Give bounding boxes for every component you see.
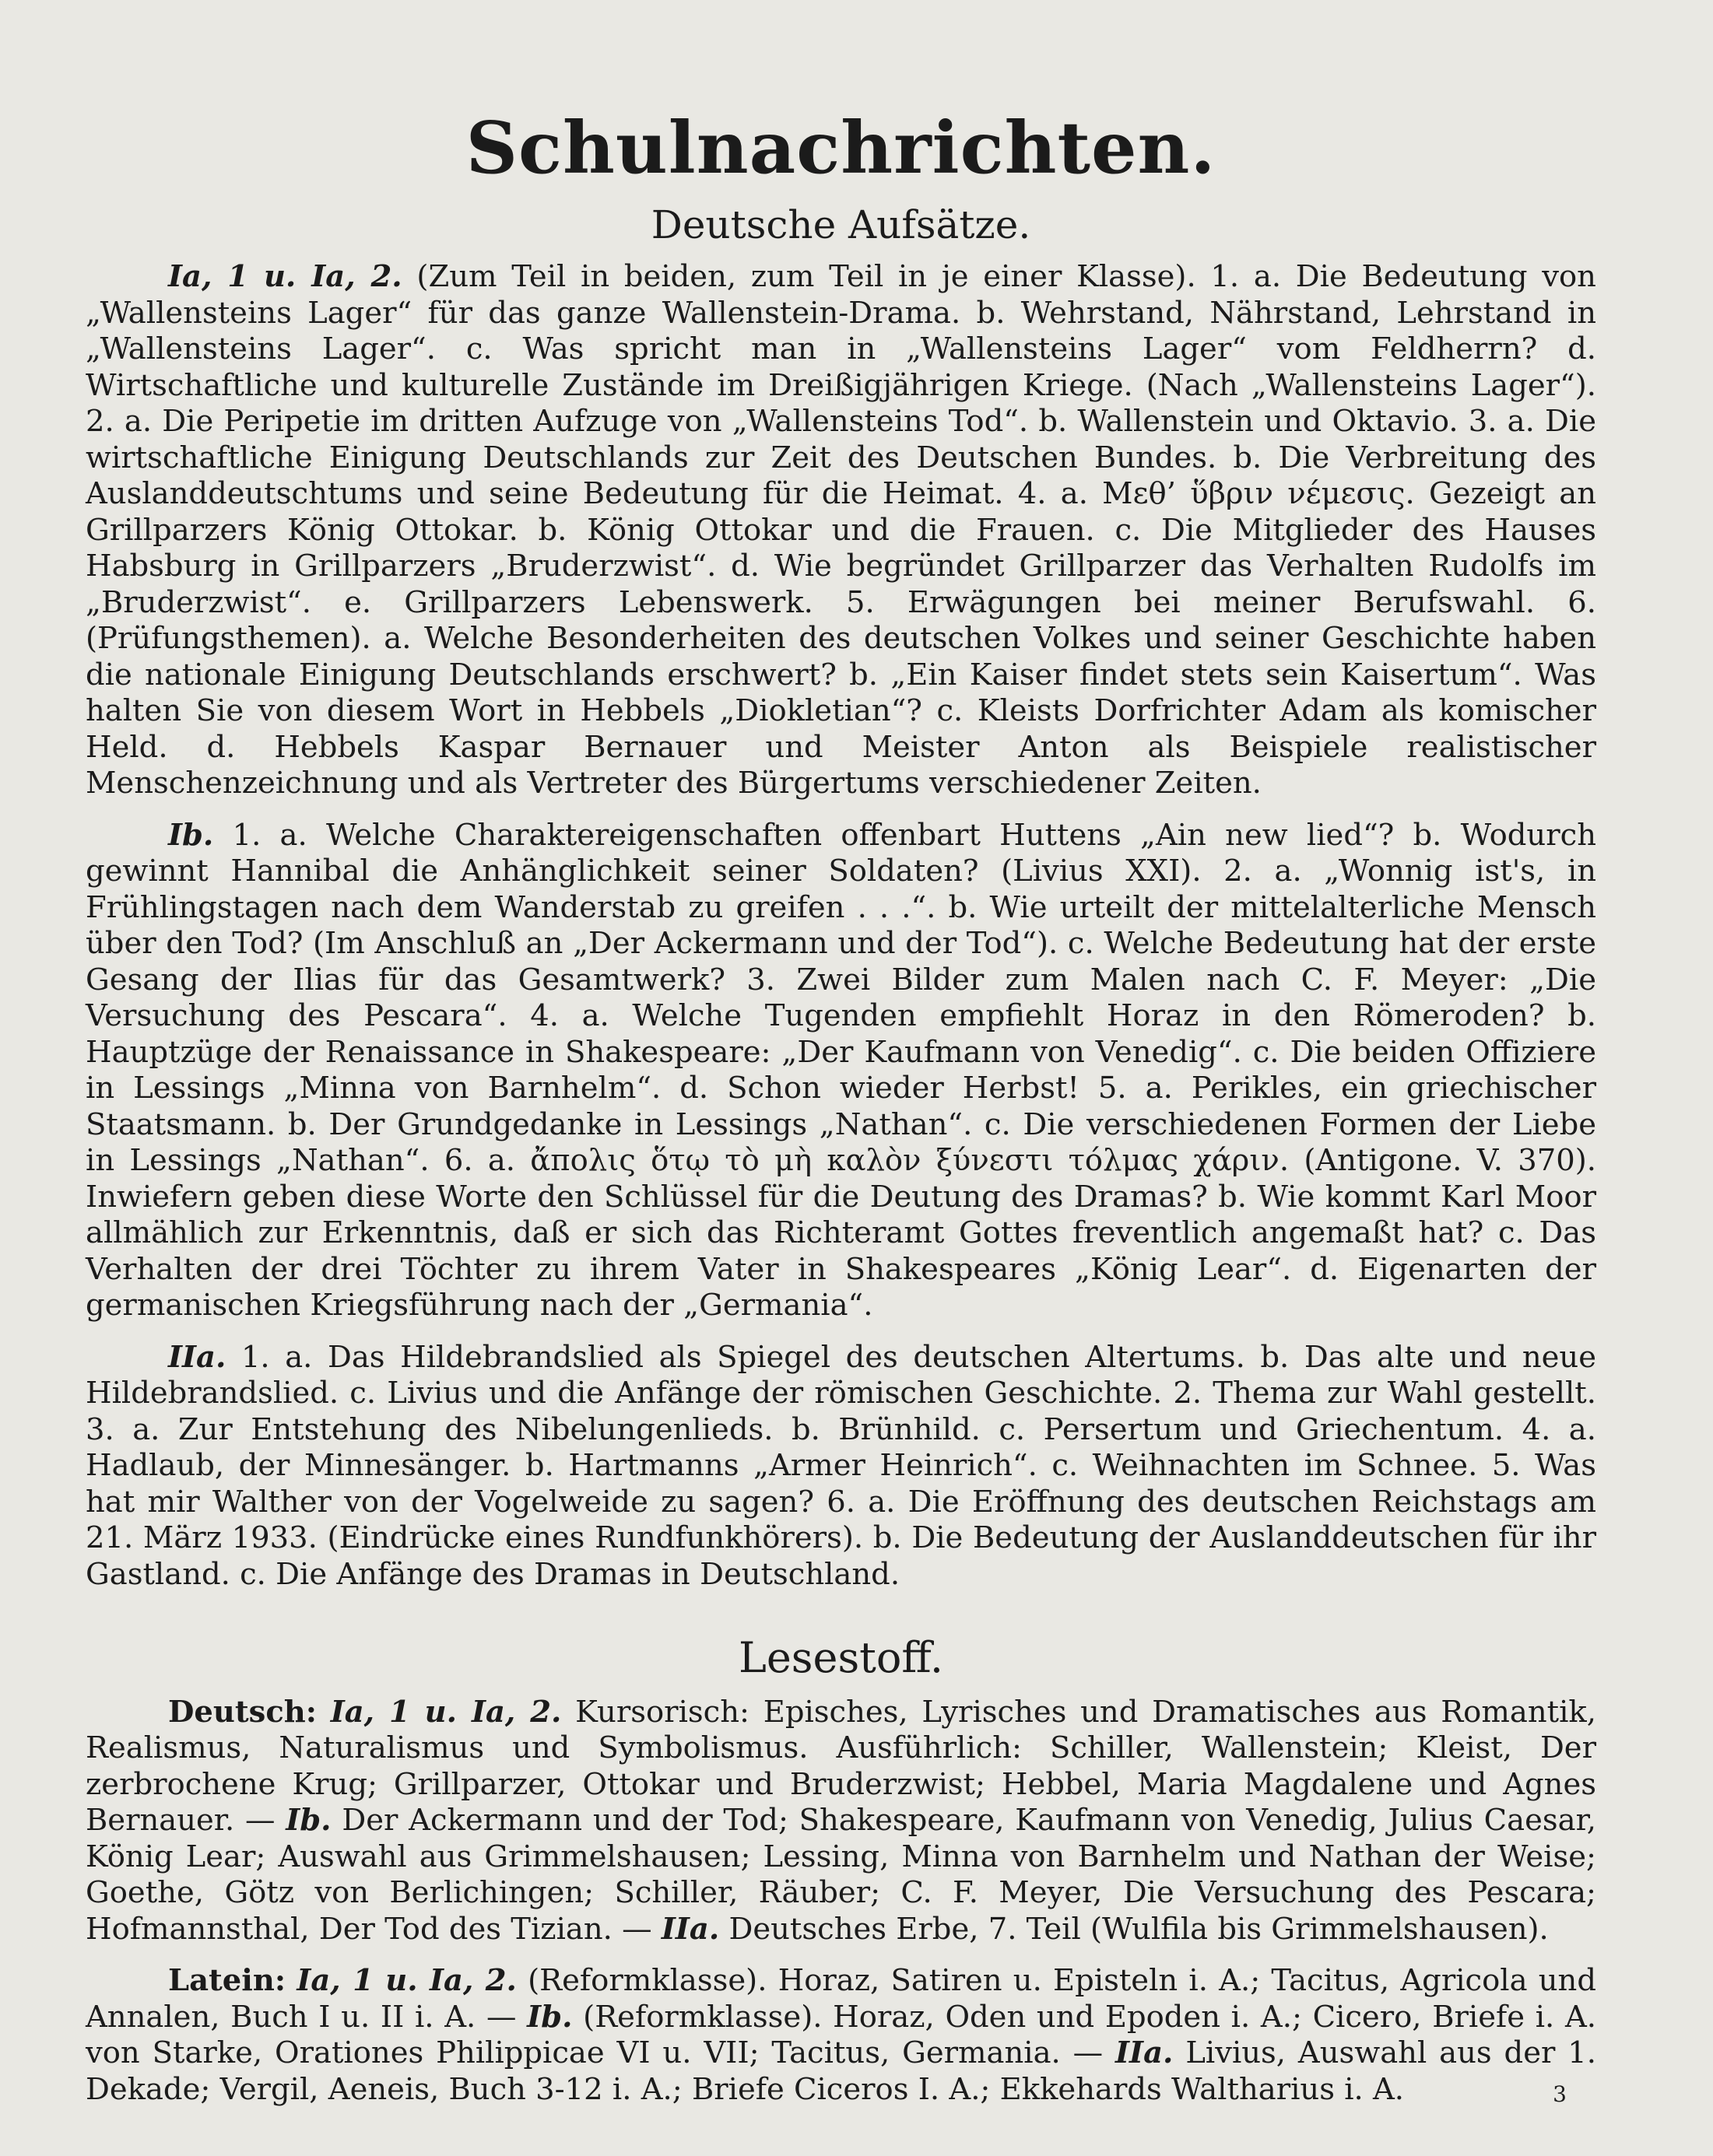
class-label: Ia, 1 u. Ia, 2. bbox=[168, 259, 402, 295]
class-label: Ib. bbox=[286, 1803, 332, 1839]
essay-paragraph-ib bbox=[86, 818, 1596, 1324]
essay-paragraph-iia bbox=[86, 1340, 1596, 1593]
class-label: IIa. bbox=[168, 1339, 226, 1375]
class-label: Ib. bbox=[527, 1999, 573, 2035]
essay-topics: 1. a. Das Hildebrandslied als Spiegel des deutschen Altertums. b. Das alte und neue Hildebrandslied. c. Livius und die Anfänge der römischen Geschichte. 2. Thema zur Wahl gestellt. 3. a. Zur Entstehung des Nibelungenlieds. b. Brünhild. c. Persertum und Griechentum. 4. a. Hadlaub, der Minnesänger. b. Hartmanns „Armer Heinrich“. c. Weihnachten im Schnee. 5. Was hat mir Walther von der Vogelweide zu sagen? 6. a. Die Eröffnung des deutschen Reichstags am 21. März 1933. (Eindrücke eines Rundfunkhörers). b. Die Bedeutung der Auslanddeutschen für ihr Gastland. c. Die Anfänge des Dramas in Deutschland. bbox=[86, 1339, 1596, 1592]
class-label: Ib. bbox=[168, 817, 214, 853]
reading-latin bbox=[86, 1963, 1596, 2108]
reading-german bbox=[86, 1695, 1596, 1948]
reading-list: Der Ackermann und der Tod; Shakespeare, Kaufmann von Venedig, Julius Caesar, König Lear; Auswahl aus Grimmelshausen; Lessing, Minna von Barnhelm und Nathan der Weise; Goethe, Götz von Berlichingen; Schiller, Räuber; C. F. Meyer, Die Versuchung des Pescara; Hofmannsthal, Der Tod des Tizian. — bbox=[86, 1803, 1596, 1947]
reading-list: (Reformklasse). Horaz, Satiren u. Episteln i. A.; Tacitus, Agricola und Annalen, Buch I u. II i. A. — bbox=[86, 1963, 1596, 2035]
reading-list: (Reformklasse). Horaz, Oden und Epoden i. A.; Cicero, Briefe i. A. von Starke, Orationes Philippicae VI u. VII; Tacitus, Germania. — bbox=[86, 1999, 1596, 2071]
class-label: Ia, 1 u. Ia, 2. bbox=[297, 1963, 517, 1999]
essay-paragraph-ia bbox=[86, 259, 1596, 802]
essay-topics: 1. a. Welche Charaktereigenschaften offenbart Huttens „Ain new lied“? b. Wodurch gewinnt Hannibal die Anhänglichkeit seiner Soldaten? (Livius XXI). 2. a. „Wonnig ist's, in Frühlingstagen nach dem Wanderstab zu greifen . . .“. b. Wie urteilt der mittelalterliche Mensch über den Tod? (Im Anschluß an „Der Ackermann und der Tod“). c. Welche Bedeutung hat der erste Gesang der Ilias für das Gesamtwerk? 3. Zwei Bilder zum Malen nach C. F. Meyer: „Die Versuchung des Pescara“. 4. a. Welche Tugenden empfiehlt Horaz in den Römeroden? b. Hauptzüge der Renaissance in Shakespeare: „Der Kaufmann von Venedig“. c. Die beiden Offiziere in Lessings „Minna von Barnhelm“. d. Schon wieder Herbst! 5. a. Perikles, ein griechischer Staatsmann. b. Der Grundgedanke in Lessings „Nathan“. c. Die verschiedenen Formen der Liebe in Lessings „Nathan“. 6. a. ἄπολις ὅτῳ τὸ μὴ καλὸν ξύνεστι τόλμας χάριν. (Antigone. V. 370). Inwiefern geben diese Worte den Schlüssel für die Deutung des Dramas? b. Wie kommt Karl Moor allmählich zur Erkenntnis, daß er sich das Richteramt Gottes freventlich angemaßt hat? c. Das Verhalten der drei Töchter zu ihrem Vater in Shakespeares „König Lear“. d. Eigenarten der germanischen Kriegsführung nach der „Germania“. bbox=[86, 817, 1596, 1323]
class-label: IIa. bbox=[1115, 2035, 1174, 2071]
reading-list: Kursorisch: Episches, Lyrisches und Dramatisches aus Romantik, Realismus, Naturalismus und Symbolismus. Ausführlich: Schiller, Wallenstein; Kleist, Der zerbrochene Krug; Grillparzer, Ottokar und Bruderzwist; Hebbel, Maria Magdalene und Agnes Bernauer. — bbox=[86, 1694, 1596, 1839]
reading-list: Livius, Auswahl aus der 1. Dekade; Vergil, Aeneis, Buch 3-12 i. A.; Briefe Ciceros I. A.; Ekkehards Waltharius i. A. bbox=[86, 2035, 1596, 2107]
essay-topics: (Zum Teil in beiden, zum Teil in je einer Klasse). 1. a. Die Bedeutung von „Wallensteins Lager“ für das ganze Wallenstein-Drama. b. Wehrstand, Nährstand, Lehrstand in „Wallensteins Lager“. c. Was spricht man in „Wallensteins Lager“ vom Feldherrn? d. Wirtschaftliche und kulturelle Zustände im Dreißigjährigen Kriege. (Nach „Wallensteins Lager“). 2. a. Die Peripetie im dritten Aufzuge von „Wallensteins Tod“. b. Wallenstein und Oktavio. 3. a. Die wirtschaftliche Einigung Deutschlands zur Zeit des Deutschen Bundes. b. Die Verbreitung des Auslanddeutschtums und seine Bedeutung für die Heimat. 4. a. Μεθ’ ὕβριν νέμεσις. Gezeigt an Grillparzers König Ottokar. b. König Ottokar und die Frauen. c. Die Mitglieder des Hauses Habsburg in Grillparzers „Bruderzwist“. d. Wie begründet Grillparzer das Verhalten Rudolfs im „Bruderzwist“. e. Grillparzers Lebenswerk. 5. Erwägungen bei meiner Berufswahl. 6. (Prüfungsthemen). a. Welche Besonderheiten des deutschen Volkes und seiner Geschichte haben die nationale Einigung Deutschlands erschwert? b. „Ein Kaiser findet stets sein Kaisertum“. Was halten Sie von diesem Wort in Hebbels „Diokletian“? c. Kleists Dorfrichter Adam als komischer Held. d. Hebbels Kaspar Bernauer und Meister Anton als Beispiele realistischer Menschenzeichnung und als Vertreter des Bürgertums verschiedener Zeiten. bbox=[86, 259, 1596, 801]
class-label: Ia, 1 u. Ia, 2. bbox=[330, 1694, 562, 1730]
subject-label: Latein: bbox=[168, 1963, 286, 1999]
essays-heading: Deutsche Aufsätze. bbox=[651, 202, 1031, 248]
reading-list: Deutsches Erbe, 7. Teil (Wulfila bis Grimmelshausen). bbox=[728, 1911, 1549, 1947]
subject-label: Deutsch: bbox=[168, 1694, 317, 1730]
page-number: 3 bbox=[1553, 2081, 1567, 2107]
page-title: Schulnachrichten. bbox=[465, 106, 1216, 190]
reading-heading: Lesestoff. bbox=[738, 1633, 943, 1683]
class-label: IIa. bbox=[661, 1911, 720, 1947]
